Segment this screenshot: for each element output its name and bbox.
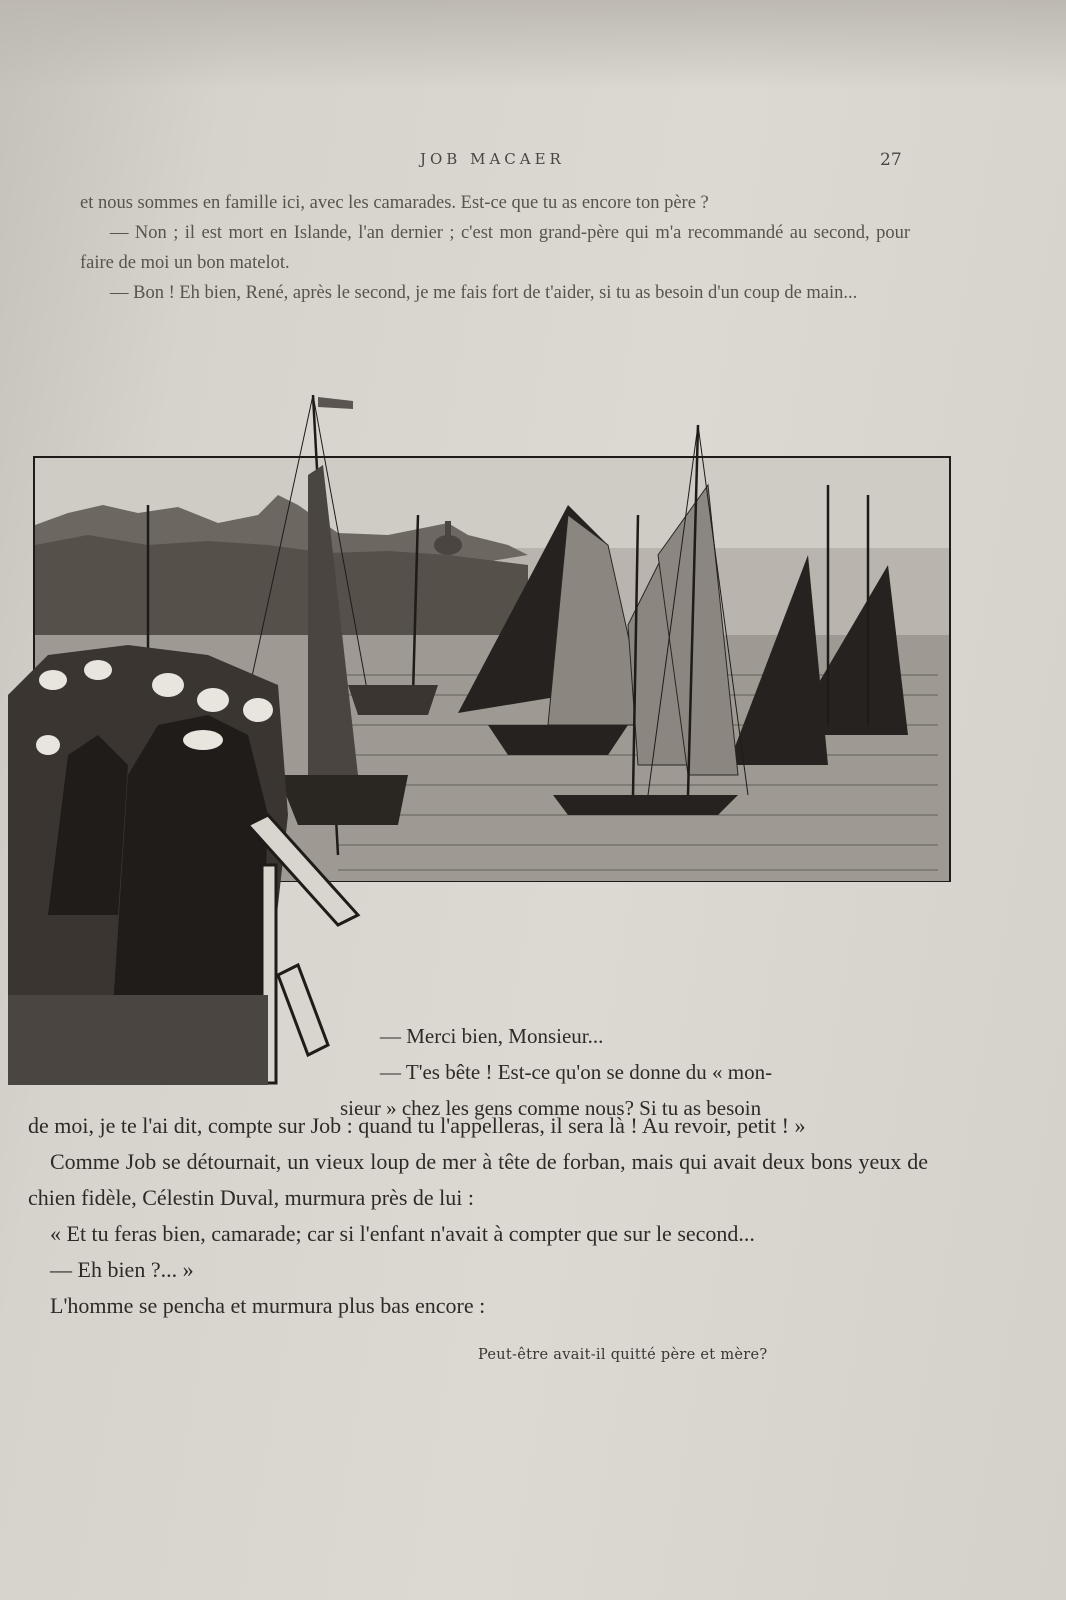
top-text-block <box>80 188 910 308</box>
figure-caption: Peut-être avait-il quitté père et mère? <box>478 1347 768 1363</box>
paragraph: « Et tu feras bien, camarade; car si l'enfant n'avait à compter que sur le second... <box>50 1221 755 1246</box>
paragraph: — Non ; il est mort en Islande, l'an dernier ; c'est mon grand-père qui m'a recommandé au second, pour faire de moi un bon matelot. <box>80 223 910 273</box>
paragraph: Comme Job se détournait, un vieux loup de mer à tête de forban, mais qui avait deux bons yeux de chien fidèle, Célestin Duval, murmura près de lui : <box>28 1149 928 1210</box>
paragraph: de moi, je te l'ai dit, compte sur Job : quand tu l'appelleras, il sera là ! Au revoir, petit ! » <box>28 1113 806 1138</box>
paragraph: — Bon ! Eh bien, René, après le second, je me fais fort de t'aider, si tu as besoin d'un coup de main... <box>110 283 858 303</box>
paragraph: — Eh bien ?... » <box>50 1257 194 1282</box>
page-shadow <box>0 0 1066 90</box>
paragraph: et nous sommes en famille ici, avec les camarades. Est-ce que tu as encore ton père ? <box>80 193 709 213</box>
page-number: 27 <box>880 150 902 170</box>
paragraph: L'homme se pencha et murmura plus bas encore : <box>50 1293 486 1318</box>
dialog-line: sieur » chez les gens comme nous? Si tu as besoin <box>340 1096 762 1120</box>
running-title: JOB MACAER <box>420 150 565 168</box>
dialog-line: — T'es bête ! Est-ce qu'on se donne du « mon- <box>380 1060 773 1084</box>
dialog-line: — Merci bien, Monsieur... <box>380 1024 604 1048</box>
bottom-text-block <box>28 1108 928 1324</box>
